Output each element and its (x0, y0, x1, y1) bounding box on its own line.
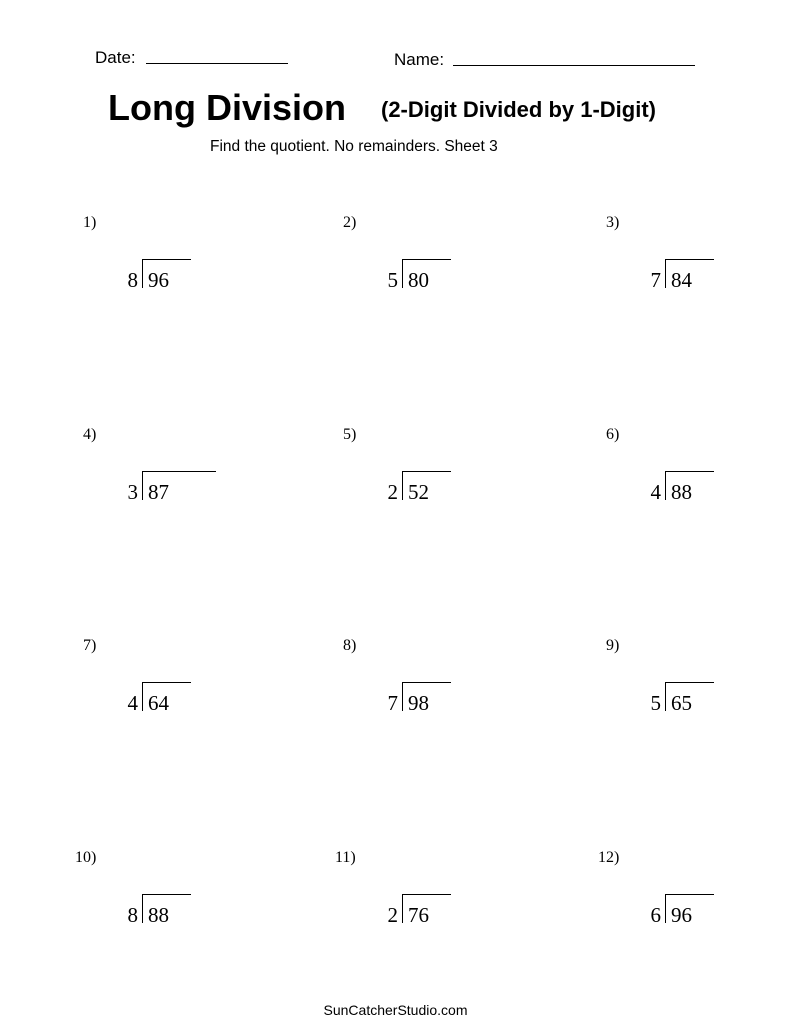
divisor: 4 (650, 480, 661, 504)
dividend: 88 (148, 903, 169, 927)
problem-3 (598, 214, 791, 304)
dividend: 84 (671, 268, 692, 292)
divisor: 7 (650, 268, 661, 292)
page-subtitle: (2-Digit Divided by 1-Digit) (381, 97, 656, 122)
divisor: 7 (387, 691, 398, 715)
dividend: 65 (671, 691, 692, 715)
problem-number: 10) (75, 849, 97, 866)
problem-number: 8) (343, 637, 357, 654)
footer-credit: SunCatcherStudio.com (323, 1002, 468, 1018)
divisor: 3 (127, 480, 138, 504)
problem-4 (75, 426, 275, 516)
problem-8 (335, 637, 535, 727)
problem-11 (335, 849, 535, 939)
divisor: 6 (650, 903, 661, 927)
problem-12 (598, 849, 791, 939)
dividend: 88 (671, 480, 692, 504)
divisor: 2 (387, 903, 398, 927)
problem-number: 3) (606, 214, 620, 231)
problem-5 (335, 426, 535, 516)
dividend: 96 (148, 268, 169, 292)
divisor: 8 (127, 903, 138, 927)
problem-7 (75, 637, 275, 727)
dividend: 98 (408, 691, 429, 715)
dividend: 76 (408, 903, 429, 927)
date-field-line[interactable] (146, 63, 288, 64)
name-label: Name: (394, 50, 445, 69)
problem-10 (75, 849, 275, 939)
divisor: 5 (387, 268, 398, 292)
problem-number: 6) (606, 426, 620, 443)
name-field-line[interactable] (453, 65, 695, 66)
problem-1 (75, 214, 275, 304)
problem-6 (598, 426, 791, 516)
page-title: Long Division (108, 87, 346, 128)
dividend: 87 (148, 480, 169, 504)
problem-number: 2) (343, 214, 357, 231)
date-label: Date: (95, 48, 136, 67)
instructions: Find the quotient. No remainders. Sheet 3 (210, 138, 498, 155)
dividend: 52 (408, 480, 429, 504)
problem-2 (335, 214, 535, 304)
problem-number: 11) (335, 849, 356, 866)
problem-number: 7) (83, 637, 97, 654)
divisor: 4 (127, 691, 138, 715)
problem-number: 9) (606, 637, 620, 654)
problem-9 (598, 637, 791, 727)
divisor: 8 (127, 268, 138, 292)
problem-number: 5) (343, 426, 357, 443)
dividend: 80 (408, 268, 429, 292)
problem-number: 4) (83, 426, 97, 443)
divisor: 2 (387, 480, 398, 504)
problem-number: 1) (83, 214, 97, 231)
dividend: 64 (148, 691, 169, 715)
divisor: 5 (650, 691, 661, 715)
dividend: 96 (671, 903, 692, 927)
problem-number: 12) (598, 849, 620, 866)
